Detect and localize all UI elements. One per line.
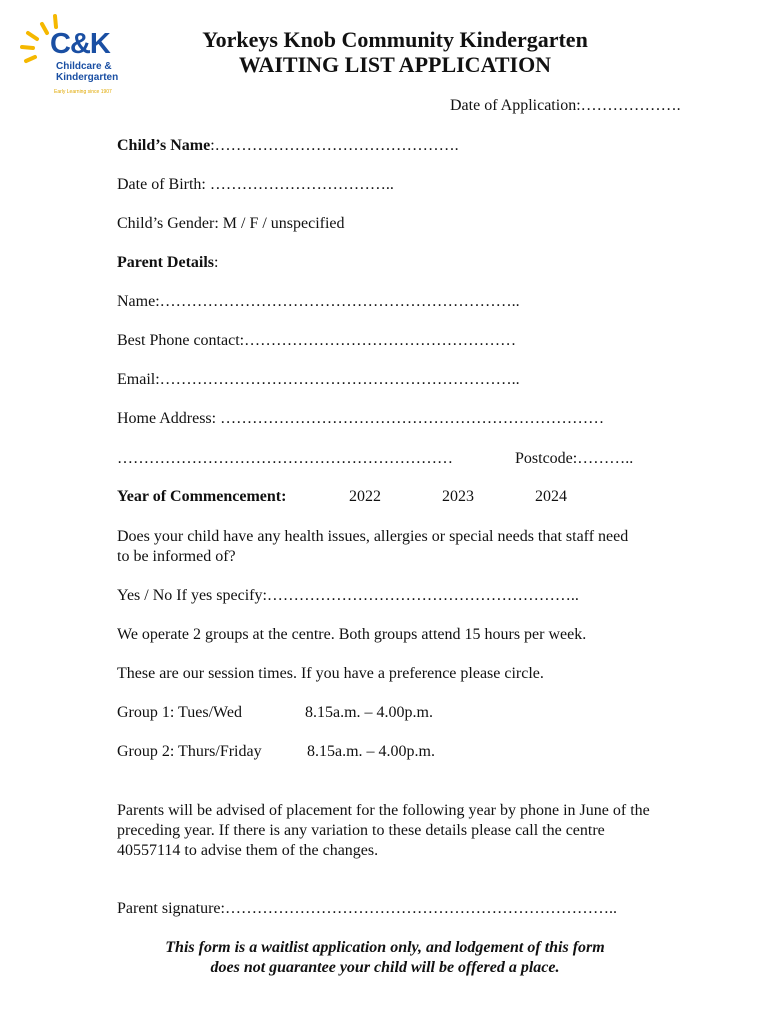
disclaimer-line-2: does not guarantee your child will be offered a place. xyxy=(210,959,560,976)
home-address-field[interactable]: Home Address: ……………………………………………………………… xyxy=(117,410,605,427)
parent-name-field[interactable]: Name:………………………………………………………….. xyxy=(117,293,520,310)
group-1-time[interactable]: 8.15a.m. – 4.00p.m. xyxy=(305,704,433,721)
date-of-birth-field[interactable]: Date of Birth: …………………………….. xyxy=(117,176,394,193)
year-option-2024[interactable]: 2024 xyxy=(535,488,567,505)
phone-field[interactable]: Best Phone contact:…………………………………………… xyxy=(117,332,517,349)
health-question: Does your child have any health issues, allergies or special needs that staff need to be informed of? xyxy=(117,528,629,565)
health-answer-field[interactable]: Yes / No If yes specify:………………………………………………….. xyxy=(117,587,579,604)
logo-tagline: Early Learning since 1907 xyxy=(54,89,112,95)
logo-brand: C&K xyxy=(50,28,110,60)
logo-line-2: Kindergarten xyxy=(56,72,119,83)
child-name-dots: :………………………………………. xyxy=(210,137,459,154)
page-subtitle: WAITING LIST APPLICATION xyxy=(238,52,552,77)
home-address-line-2[interactable]: ……………………………………………………… xyxy=(117,450,453,467)
child-name-label: Child’s Name xyxy=(117,137,211,154)
placement-notice: Parents will be advised of placement for the following year by phone in June of the preceding year. If there is any variation to these details please call the centre 40557114 to advise them of the changes. xyxy=(117,802,650,859)
ck-logo xyxy=(20,10,132,94)
year-option-2022[interactable]: 2022 xyxy=(349,488,381,505)
group-2-days[interactable]: Group 2: Thurs/Friday xyxy=(117,743,262,760)
parent-signature-field[interactable]: Parent signature:……………………………………………………………….. xyxy=(117,900,617,917)
group-1-days[interactable]: Group 1: Tues/Wed xyxy=(117,704,242,721)
logo-subtitle xyxy=(56,61,118,83)
child-name-field[interactable] xyxy=(117,136,459,156)
parent-details-label: Parent Details xyxy=(117,254,215,271)
postcode-field[interactable]: Postcode:……….. xyxy=(515,450,634,467)
session-preference-note: These are our session times. If you have a preference please circle. xyxy=(117,665,544,682)
logo-line-1: Childcare & xyxy=(56,61,112,72)
parent-details-heading xyxy=(117,253,218,273)
email-field[interactable]: Email:………………………………………………………….. xyxy=(117,371,520,388)
parent-details-colon: : xyxy=(214,254,219,271)
year-option-2023[interactable]: 2023 xyxy=(442,488,474,505)
year-of-commencement-label: Year of Commencement: xyxy=(117,488,287,505)
group-2-time[interactable]: 8.15a.m. – 4.00p.m. xyxy=(307,743,435,760)
disclaimer-line-1: This form is a waitlist application only, and lodgement of this form xyxy=(165,939,605,956)
page-title: Yorkeys Knob Community Kindergarten xyxy=(202,27,588,52)
groups-intro: We operate 2 groups at the centre. Both groups attend 15 hours per week. xyxy=(117,626,587,643)
date-of-application-field[interactable]: Date of Application:………………. xyxy=(450,97,681,114)
child-gender-field[interactable]: Child’s Gender: M / F / unspecified xyxy=(117,215,345,232)
waitlist-disclaimer xyxy=(110,938,660,978)
